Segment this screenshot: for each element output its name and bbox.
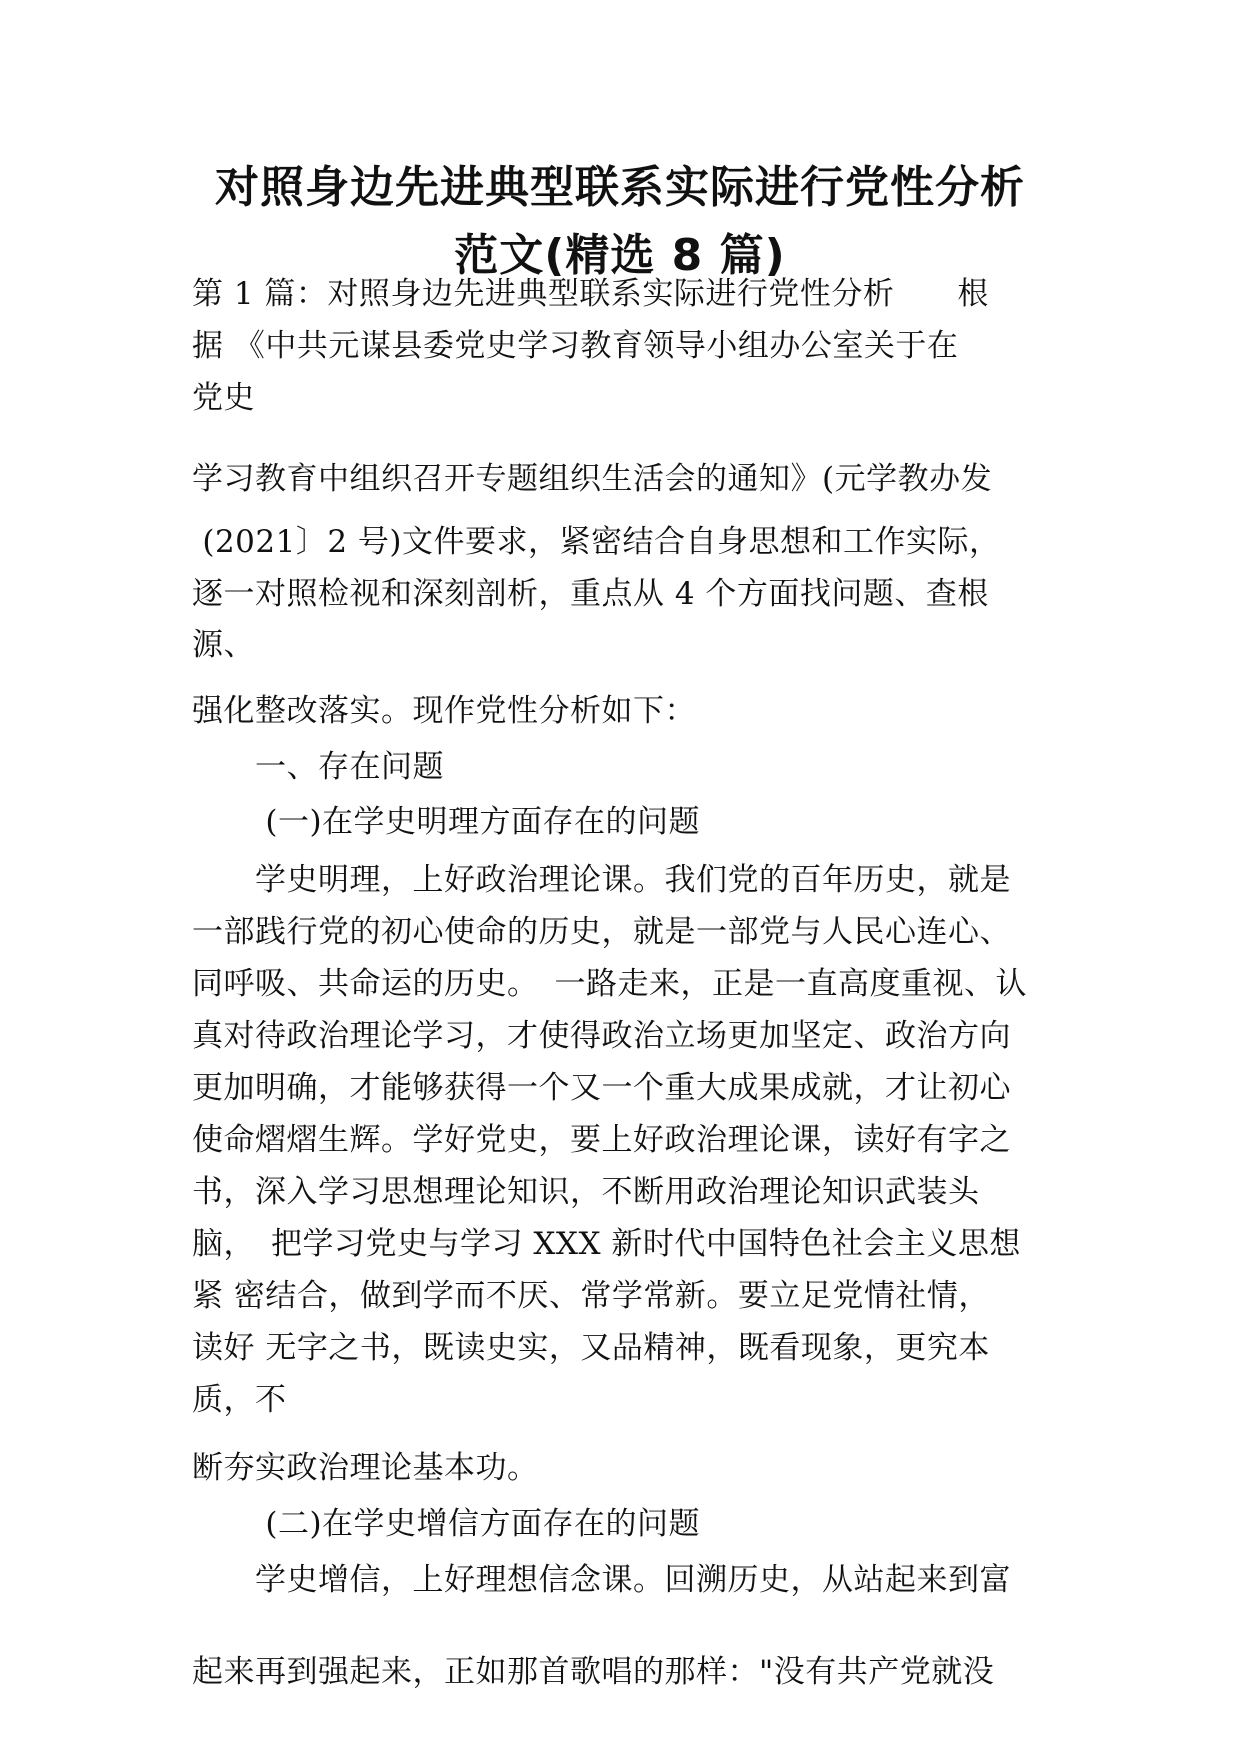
subsection-heading: (一)在学史明理方面存在的问题 xyxy=(192,804,701,840)
body-line: 起来再到强起来，正如那首歌唱的那样："没有共产党就没 xyxy=(192,1654,995,1690)
body-line: 第 1 篇：对照身边先进典型联系实际进行党性分析 根 xyxy=(192,276,989,312)
body-line: 真对待政治理论学习，才使得政治立场更加坚定、政治方向 xyxy=(192,1018,1011,1054)
body-line: 紧 密结合，做到学而不厌、常学常新。要立足党情社情， xyxy=(192,1278,990,1314)
body-line: 同呼吸、共命运的历史。 一路走来，正是一直高度重视、认 xyxy=(192,966,1027,1002)
body-line: 更加明确，才能够获得一个又一个重大成果成就，才让初心 xyxy=(192,1070,1011,1106)
body-line: 学史增信，上好理想信念课。回溯历史，从站起来到富 xyxy=(192,1562,1011,1598)
body-line: 使命熠熠生辉。学好党史，要上好政治理论课，读好有字之 xyxy=(192,1122,1011,1158)
body-line: 一部践行党的初心使命的历史，就是一部党与人民心连心、 xyxy=(192,914,1011,950)
body-line: 断夯实政治理论基本功。 xyxy=(192,1450,539,1486)
body-line: 书，深入学习思想理论知识，不断用政治理论知识武装头 xyxy=(192,1174,980,1210)
body-line: 逐一对照检视和深刻剖析，重点从 4 个方面找问题、查根 xyxy=(192,576,989,612)
body-line: 学习教育中组织召开专题组织生活会的通知》(元学教办发 xyxy=(192,461,993,497)
body-line: (2021〕2 号)文件要求，紧密结合自身思想和工作实际， xyxy=(192,524,1001,560)
body-line: 源、 xyxy=(192,627,255,663)
body-line: 读好 无字之书，既读史实，又品精神，既看现象，更究本 xyxy=(192,1330,990,1366)
body-line: 质，不 xyxy=(192,1382,287,1418)
subsection-heading: (二)在学史增信方面存在的问题 xyxy=(192,1506,701,1542)
section-heading: 一、存在问题 xyxy=(192,749,444,785)
body-line: 学史明理，上好政治理论课。我们党的百年历史，就是 xyxy=(192,862,1011,898)
document-title-line-1: 对照身边先进典型联系实际进行党性分析 xyxy=(215,162,1025,213)
document-title-line-2: 范文(精选 8 篇) xyxy=(454,230,786,281)
body-line: 脑， 把学习党史与学习 XXX 新时代中国特色社会主义思想 xyxy=(192,1226,1021,1262)
body-line: 党史 xyxy=(192,380,255,416)
body-line: 强化整改落实。现作党性分析如下： xyxy=(192,693,696,729)
body-line: 据 《中共元谋县委党史学习教育领导小组办公室关于在 xyxy=(192,328,959,364)
